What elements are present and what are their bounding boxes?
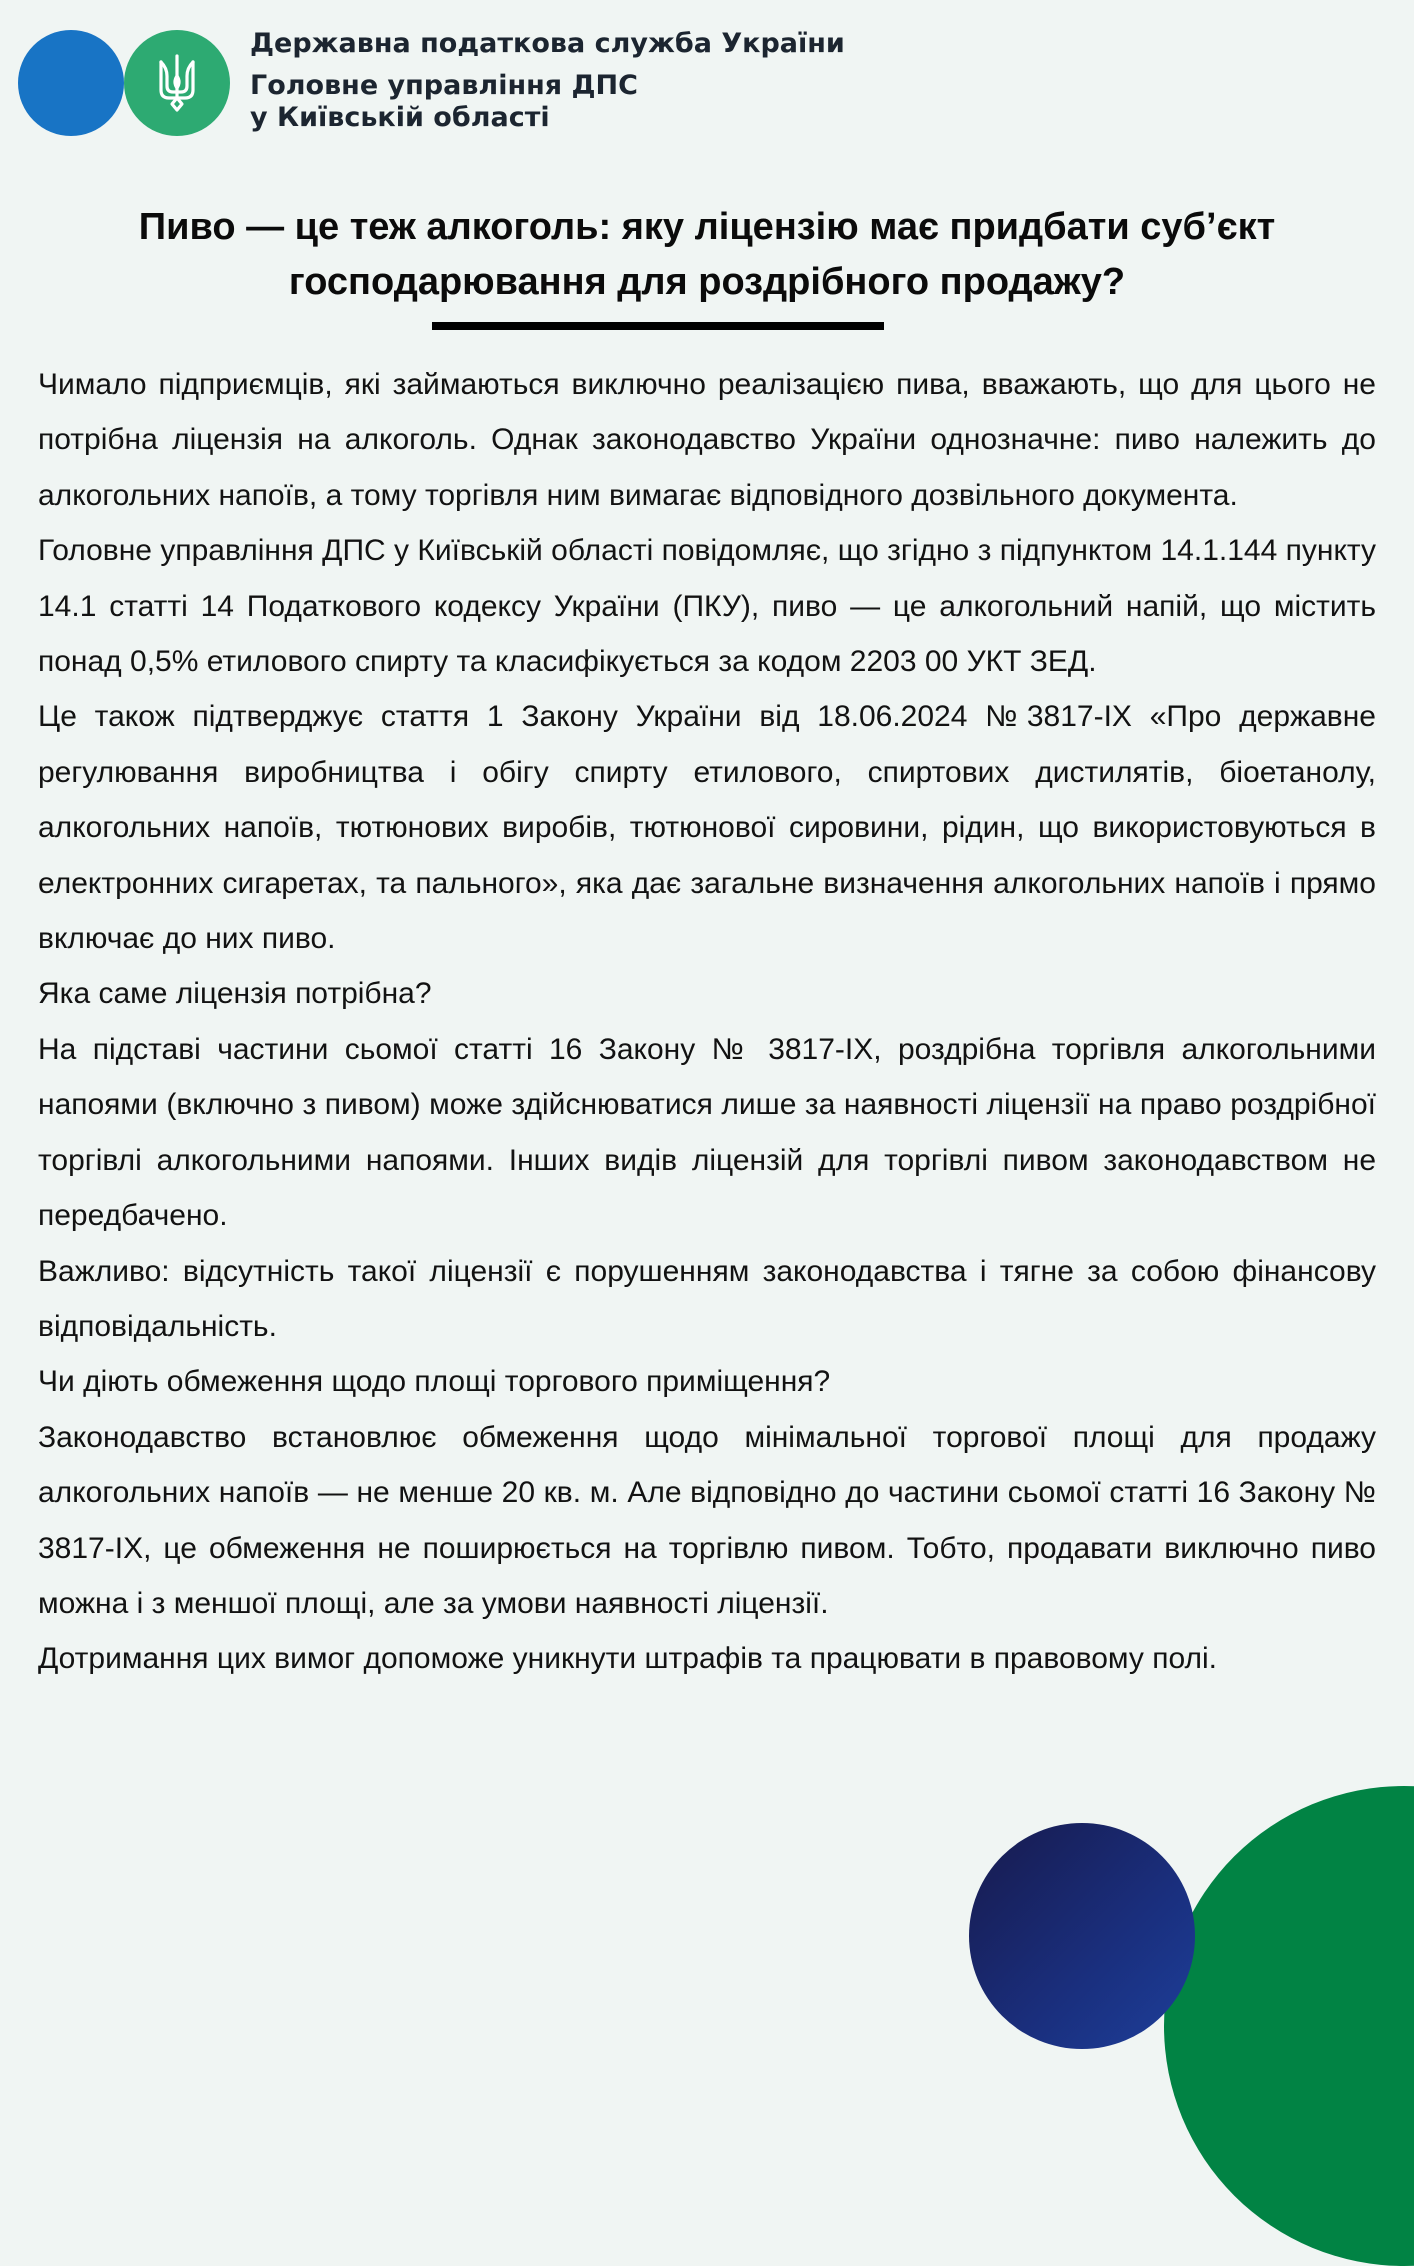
article-body (38, 357, 1376, 1687)
article-title (60, 200, 1354, 310)
paragraph-tax-code: Головне управління ДПС у Київській області повідомляє, що згідно з підпунктом 14.1.144 пункту 14.1 статті 14 Податкового кодексу України (ПКУ), пиво — це алкогольний напій, що містить понад 0,5% етилового спирту та класифікується за кодом 2203 00 УКТ ЗЕД. (38, 534, 1376, 679)
paragraph-area-limits: Законодавство встановлює обмеження щодо мінімальної торгової площі для продажу алкогольних напоїв — не менше 20 кв. м. Але відповідно до частини сьомої статті 16 Закону № 3817-IX, це обмеження не поширюється на торгівлю пивом. Тобто, продавати виключно пиво можна і з меншої площі, але за умови наявності ліцензії. (38, 1420, 1376, 1620)
title-underline (432, 322, 884, 330)
paragraph-important: Важливо: відсутність такої ліцензії є порушенням законодавства і тягне за собою фінансову відповідальність. (38, 1254, 1376, 1343)
title-line-1: Пиво — це теж алкоголь: яку ліцензію має придбати суб’єкт (138, 206, 1276, 248)
paragraph-law-article-1: Це також підтверджує стаття 1 Закону України від 18.06.2024 №3817-IX «Про державне регулювання виробництва і обігу спирту етилового, спиртових дистилятів, біоетанолу, алкогольних напоїв, тютюнових виробів, тютюнової сировини, рідин, що використовуються в електронних сигаретах, та пального», яка дає загальне визначення алкогольних напоїв і прямо включає до них пиво. (38, 700, 1376, 956)
department-line-1: Головне управління ДПС (250, 70, 638, 101)
decorative-navy-circle (969, 1823, 1195, 2049)
agency-name: Державна податкова служба України (250, 28, 845, 59)
logo-blue-circle (18, 30, 124, 136)
title-line-2: господарювання для роздрібного продажу? (288, 261, 1126, 303)
department-name (250, 70, 845, 134)
paragraph-intro: Чимало підприємців, які займаються виключно реалізацією пива, вважають, що для цього не потрібна ліцензія на алкоголь. Однак законодавство України однозначне: пиво належить до алкогольних напоїв, а тому торгівля ним вимагає відповідного дозвільного документа. (38, 368, 1376, 512)
header-text (250, 26, 845, 134)
trident-icon (155, 52, 199, 114)
decorative-green-circle (1164, 1786, 1414, 2266)
logo-green-circle (124, 30, 230, 136)
agency-logo (18, 30, 232, 136)
department-line-2: у Київській області (250, 102, 550, 133)
paragraph-conclusion: Дотримання цих вимог допоможе уникнути штрафів та працювати в правовому полі. (38, 1642, 1217, 1676)
question-which-license: Яка саме ліцензія потрібна? (38, 977, 432, 1011)
question-area-limits: Чи діють обмеження щодо площі торгового приміщення? (38, 1365, 831, 1399)
paragraph-license-requirement: На підставі частини сьомої статті 16 Закону № 3817-IX, роздрібна торгівля алкогольними напоями (включно з пивом) може здійснюватися лише за наявності ліцензії на право роздрібної торгівлі алкогольними напоями. Інших видів ліцензій для торгівлі пивом законодавством не передбачено. (38, 1032, 1376, 1233)
